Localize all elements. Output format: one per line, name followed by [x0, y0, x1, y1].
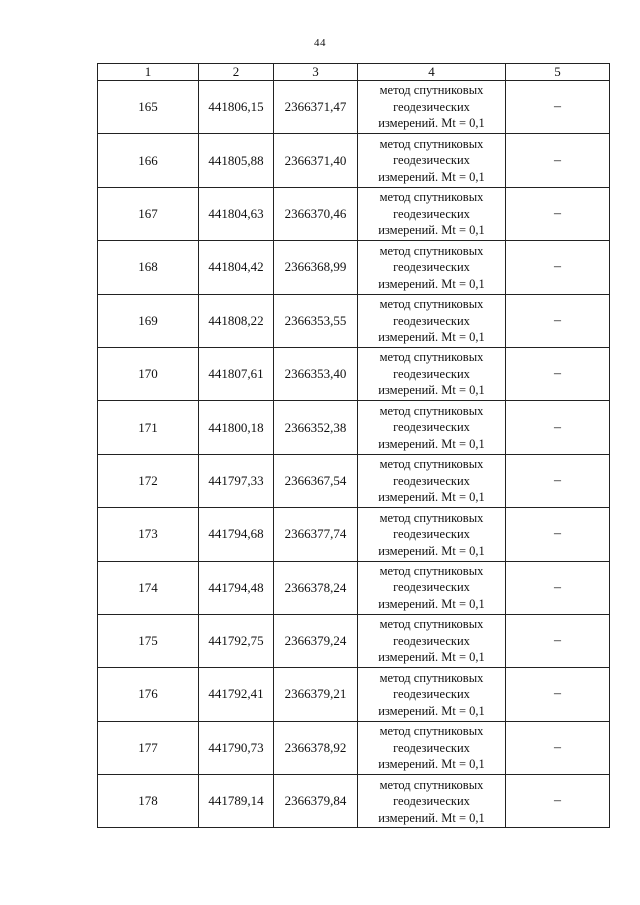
- x-coordinate-cell: 441805,88: [199, 134, 274, 187]
- method-line: геодезических: [393, 260, 470, 275]
- y-coordinate-cell: 2366368,99: [274, 241, 358, 294]
- column-5-cell: –: [506, 134, 610, 187]
- y-coordinate-cell: 2366353,40: [274, 347, 358, 400]
- column-5-cell: –: [506, 347, 610, 400]
- method-line: измерений. Mt = 0,1: [378, 757, 485, 772]
- method-cell: [358, 401, 506, 454]
- method-line: метод спутниковых: [379, 617, 484, 632]
- column-5-cell: –: [506, 294, 610, 347]
- method-line: измерений. Mt = 0,1: [378, 650, 485, 665]
- method-cell: [358, 561, 506, 614]
- table-row: [98, 614, 610, 667]
- column-header-5: 5: [506, 64, 610, 81]
- coordinates-table: [97, 63, 610, 828]
- x-coordinate-cell: 441808,22: [199, 294, 274, 347]
- method-cell: [358, 187, 506, 240]
- point-number-cell: 172: [98, 454, 199, 507]
- point-number-cell: 170: [98, 347, 199, 400]
- method-line: измерений. Mt = 0,1: [378, 703, 485, 718]
- method-line: метод спутниковых: [379, 510, 484, 525]
- y-coordinate-cell: 2366378,24: [274, 561, 358, 614]
- method-cell: [358, 614, 506, 667]
- column-header-1: 1: [98, 64, 199, 81]
- method-line: геодезических: [393, 527, 470, 542]
- table-row: [98, 81, 610, 134]
- y-coordinate-cell: 2366367,54: [274, 454, 358, 507]
- method-line: геодезических: [393, 420, 470, 435]
- x-coordinate-cell: 441807,61: [199, 347, 274, 400]
- column-5-cell: –: [506, 508, 610, 561]
- table-row: [98, 187, 610, 240]
- x-coordinate-cell: 441789,14: [199, 775, 274, 828]
- column-5-cell: –: [506, 401, 610, 454]
- page-number: 44: [314, 37, 326, 49]
- x-coordinate-cell: 441790,73: [199, 721, 274, 774]
- table-row: [98, 454, 610, 507]
- x-coordinate-cell: 441804,63: [199, 187, 274, 240]
- column-5-cell: –: [506, 187, 610, 240]
- column-header-2: 2: [199, 64, 274, 81]
- point-number-cell: 175: [98, 614, 199, 667]
- method-line: метод спутниковых: [379, 724, 484, 739]
- y-coordinate-cell: 2366377,74: [274, 508, 358, 561]
- method-line: измерений. Mt = 0,1: [378, 116, 485, 131]
- column-5-cell: –: [506, 614, 610, 667]
- y-coordinate-cell: 2366378,92: [274, 721, 358, 774]
- x-coordinate-cell: 441800,18: [199, 401, 274, 454]
- column-5-cell: –: [506, 721, 610, 774]
- method-line: метод спутниковых: [379, 190, 484, 205]
- y-coordinate-cell: 2366379,84: [274, 775, 358, 828]
- point-number-cell: 168: [98, 241, 199, 294]
- x-coordinate-cell: 441794,68: [199, 508, 274, 561]
- x-coordinate-cell: 441804,42: [199, 241, 274, 294]
- point-number-cell: 171: [98, 401, 199, 454]
- y-coordinate-cell: 2366370,46: [274, 187, 358, 240]
- method-line: метод спутниковых: [379, 777, 484, 792]
- point-number-cell: 174: [98, 561, 199, 614]
- method-line: геодезических: [393, 633, 470, 648]
- method-line: геодезических: [393, 687, 470, 702]
- method-line: измерений. Mt = 0,1: [378, 436, 485, 451]
- method-line: метод спутниковых: [379, 403, 484, 418]
- x-coordinate-cell: 441806,15: [199, 81, 274, 134]
- table-row: [98, 561, 610, 614]
- method-line: геодезических: [393, 153, 470, 168]
- method-line: измерений. Mt = 0,1: [378, 383, 485, 398]
- y-coordinate-cell: 2366379,21: [274, 668, 358, 721]
- method-line: геодезических: [393, 740, 470, 755]
- table-row: [98, 241, 610, 294]
- header-row: [98, 64, 610, 81]
- table-row: [98, 721, 610, 774]
- x-coordinate-cell: 441792,41: [199, 668, 274, 721]
- column-5-cell: –: [506, 454, 610, 507]
- method-line: геодезических: [393, 473, 470, 488]
- method-cell: [358, 241, 506, 294]
- point-number-cell: 177: [98, 721, 199, 774]
- method-line: метод спутниковых: [379, 243, 484, 258]
- point-number-cell: 173: [98, 508, 199, 561]
- method-line: измерений. Mt = 0,1: [378, 810, 485, 825]
- y-coordinate-cell: 2366371,40: [274, 134, 358, 187]
- y-coordinate-cell: 2366352,38: [274, 401, 358, 454]
- table-row: [98, 134, 610, 187]
- x-coordinate-cell: 441797,33: [199, 454, 274, 507]
- method-line: метод спутниковых: [379, 83, 484, 98]
- column-5-cell: –: [506, 668, 610, 721]
- column-5-cell: –: [506, 81, 610, 134]
- point-number-cell: 176: [98, 668, 199, 721]
- table-header: [98, 64, 610, 81]
- y-coordinate-cell: 2366371,47: [274, 81, 358, 134]
- method-line: метод спутниковых: [379, 670, 484, 685]
- method-line: метод спутниковых: [379, 350, 484, 365]
- method-line: метод спутниковых: [379, 136, 484, 151]
- method-line: измерений. Mt = 0,1: [378, 169, 485, 184]
- y-coordinate-cell: 2366353,55: [274, 294, 358, 347]
- method-line: метод спутниковых: [379, 563, 484, 578]
- table-body: [98, 81, 610, 828]
- method-cell: [358, 294, 506, 347]
- method-line: геодезических: [393, 580, 470, 595]
- table-row: [98, 401, 610, 454]
- method-cell: [358, 508, 506, 561]
- column-5-cell: –: [506, 241, 610, 294]
- point-number-cell: 165: [98, 81, 199, 134]
- x-coordinate-cell: 441792,75: [199, 614, 274, 667]
- method-cell: [358, 347, 506, 400]
- column-header-3: 3: [274, 64, 358, 81]
- method-line: геодезических: [393, 99, 470, 114]
- table-row: [98, 347, 610, 400]
- table-row: [98, 508, 610, 561]
- method-line: геодезических: [393, 206, 470, 221]
- y-coordinate-cell: 2366379,24: [274, 614, 358, 667]
- method-cell: [358, 454, 506, 507]
- method-line: измерений. Mt = 0,1: [378, 330, 485, 344]
- column-5-cell: –: [506, 561, 610, 614]
- point-number-cell: 169: [98, 294, 199, 347]
- method-line: метод спутниковых: [379, 297, 484, 311]
- method-cell: [358, 81, 506, 134]
- method-line: метод спутниковых: [379, 457, 484, 472]
- method-line: измерений. Mt = 0,1: [378, 596, 485, 611]
- method-line: геодезических: [393, 794, 470, 809]
- point-number-cell: 178: [98, 775, 199, 828]
- method-cell: [358, 775, 506, 828]
- method-cell: [358, 134, 506, 187]
- method-line: измерений. Mt = 0,1: [378, 543, 485, 558]
- method-line: измерений. Mt = 0,1: [378, 223, 485, 238]
- table-row: [98, 775, 610, 828]
- method-line: геодезических: [393, 366, 470, 381]
- column-header-4: 4: [358, 64, 506, 81]
- point-number-cell: 166: [98, 134, 199, 187]
- method-line: геодезических: [393, 313, 470, 328]
- method-cell: [358, 668, 506, 721]
- table-row: [98, 668, 610, 721]
- method-cell: [358, 721, 506, 774]
- method-line: измерений. Mt = 0,1: [378, 490, 485, 505]
- x-coordinate-cell: 441794,48: [199, 561, 274, 614]
- method-line: измерений. Mt = 0,1: [378, 276, 485, 291]
- point-number-cell: 167: [98, 187, 199, 240]
- table-row: [98, 294, 610, 347]
- column-5-cell: –: [506, 775, 610, 828]
